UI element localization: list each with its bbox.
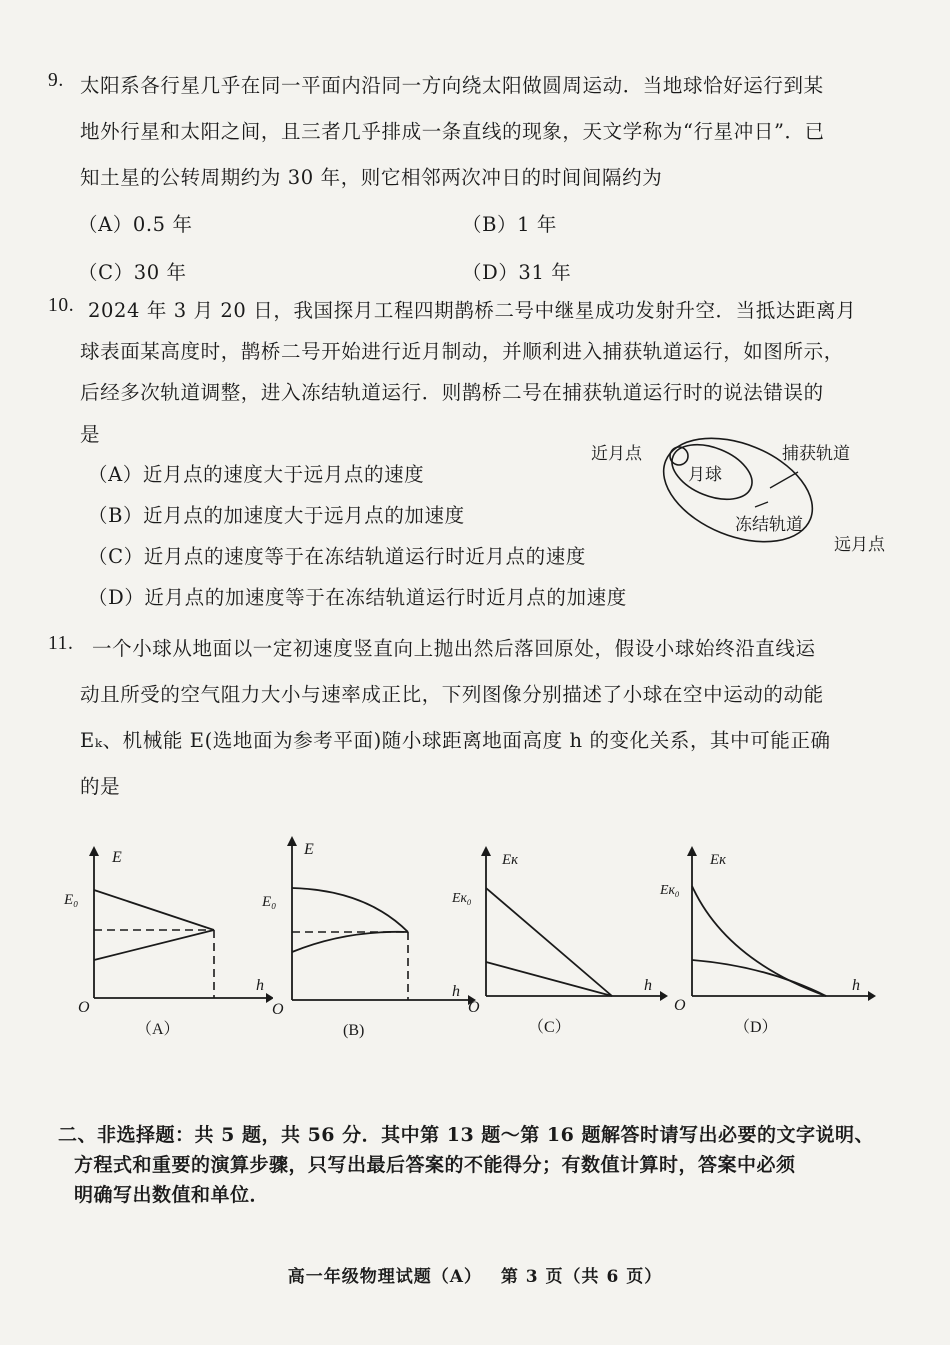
footer-page-number: 第 3 页（共 6 页） xyxy=(500,1267,663,1287)
q9-line-1: 太阳系各行星几乎在同一平面内沿同一方向绕太阳做圆周运动．当地球恰好运行到某 xyxy=(80,74,824,97)
graph-c-caption: （C） xyxy=(528,1019,571,1036)
footer-title: 高一年级物理试题（A） xyxy=(287,1267,482,1287)
q11-line-2: 动且所受的空气阻力大小与速率成正比，下列图像分别描述了小球在空中运动的动能 xyxy=(80,683,824,706)
graph-c xyxy=(450,840,670,1020)
q11-line-1: 一个小球从地面以一定初速度竖直向上抛出然后落回原处，假设小球始终沿直线运 xyxy=(92,637,816,660)
y0-label: E₀ xyxy=(64,892,79,908)
graph-a-caption: （A） xyxy=(136,1021,180,1038)
capture-orbit-label: 捕获轨道 xyxy=(782,444,850,464)
q10-line-3: 后经多次轨道调整，进入冻结轨道运行．则鹊桥二号在捕获轨道运行时的说法错误的 xyxy=(80,381,824,404)
y-axis-label: E xyxy=(112,849,122,866)
graph-d-caption: （D） xyxy=(734,1019,778,1036)
graph-b-caption: (B) xyxy=(343,1022,365,1039)
section2-line-3: 明确写出数值和单位． xyxy=(74,1184,270,1206)
capture-orbit-pointer xyxy=(770,472,798,488)
curve-downward xyxy=(292,932,408,952)
y-axis-arrow xyxy=(481,846,491,856)
q11-number: 11. xyxy=(48,633,74,654)
graph-a xyxy=(58,840,273,1020)
q9-option-a: （A）0.5 年 xyxy=(78,213,193,236)
graph-b xyxy=(256,830,476,1020)
page-footer xyxy=(0,1262,950,1287)
y-axis-label: Eĸ xyxy=(502,852,518,868)
x-axis-label: h xyxy=(852,977,860,994)
curve-downward xyxy=(94,930,214,960)
y-axis-arrow xyxy=(89,846,99,856)
origin-label: O xyxy=(78,999,90,1016)
curve-upward xyxy=(94,890,214,930)
q10-line-2: 球表面某高度时，鹊桥二号开始进行近月制动，并顺利进入捕获轨道运行，如图所示， xyxy=(80,340,844,363)
q10-number: 10. xyxy=(48,295,75,316)
q10-line-1: 2024 年 3 月 20 日，我国探月工程四期鹊桥二号中继星成功发射升空．当抵达距离月 xyxy=(88,299,857,322)
section2-line-1: 二、非选择题：共 5 题，共 56 分．其中第 13 题～第 16 题解答时请写出必要的文字说明、 xyxy=(58,1124,874,1146)
q9-option-c: （C）30 年 xyxy=(78,261,187,284)
y0-label: Eĸ₀ xyxy=(660,883,680,898)
q10-line-4: 是 xyxy=(80,423,101,446)
y0-label: E₀ xyxy=(262,894,277,910)
x-axis-label: h xyxy=(256,977,264,994)
q10-option-c: （C）近月点的速度等于在冻结轨道运行时近月点的速度 xyxy=(88,545,586,568)
x-axis-label: h xyxy=(644,977,652,994)
q9-line-2: 地外行星和太阳之间，且三者几乎排成一条直线的现象，天文学称为“行星冲日”．已 xyxy=(80,120,825,143)
q9-option-d: （D）31 年 xyxy=(462,261,572,284)
y0-label: Eĸ₀ xyxy=(452,891,472,906)
q9-option-b: （B）1 年 xyxy=(462,213,558,236)
x-axis-arrow xyxy=(868,991,876,1001)
q11-line-3: Eₖ、机械能 E(选地面为参考平面)随小球距离地面高度 h 的变化关系，其中可能正确 xyxy=(80,729,831,752)
q9-number: 9. xyxy=(48,70,64,91)
origin-label: O xyxy=(468,999,480,1016)
frozen-orbit-pointer xyxy=(755,502,768,507)
moon-label: 月球 xyxy=(688,465,722,485)
q9-line-3: 知土星的公转周期约为 30 年，则它相邻两次冲日的时间间隔约为 xyxy=(80,166,663,189)
curve-rising xyxy=(692,886,826,996)
y-axis-label: Eĸ xyxy=(710,852,726,868)
frozen-orbit-label: 冻结轨道 xyxy=(735,515,803,535)
section2-line-2: 方程式和重要的演算步骤，只写出最后答案的不能得分；有数值计算时，答案中必须 xyxy=(74,1154,796,1176)
curve-falling xyxy=(692,960,826,996)
y-axis-label: E xyxy=(304,841,314,858)
q10-option-b: （B）近月点的加速度大于远月点的加速度 xyxy=(88,504,465,527)
origin-label: O xyxy=(674,997,686,1014)
curve-upward xyxy=(292,888,408,932)
graph-d xyxy=(656,840,881,1020)
q10-option-d: （D）近月点的加速度等于在冻结轨道运行时近月点的加速度 xyxy=(88,586,627,609)
y-axis-arrow xyxy=(287,836,297,846)
apolune-label: 远月点 xyxy=(834,535,885,555)
y-axis-arrow xyxy=(687,846,697,856)
x-axis-label: h xyxy=(452,983,460,1000)
q10-option-a: （A）近月点的速度大于远月点的速度 xyxy=(88,463,425,486)
perilune-label: 近月点 xyxy=(591,444,642,464)
q11-line-4: 的是 xyxy=(80,775,121,798)
origin-label: O xyxy=(272,1001,284,1018)
